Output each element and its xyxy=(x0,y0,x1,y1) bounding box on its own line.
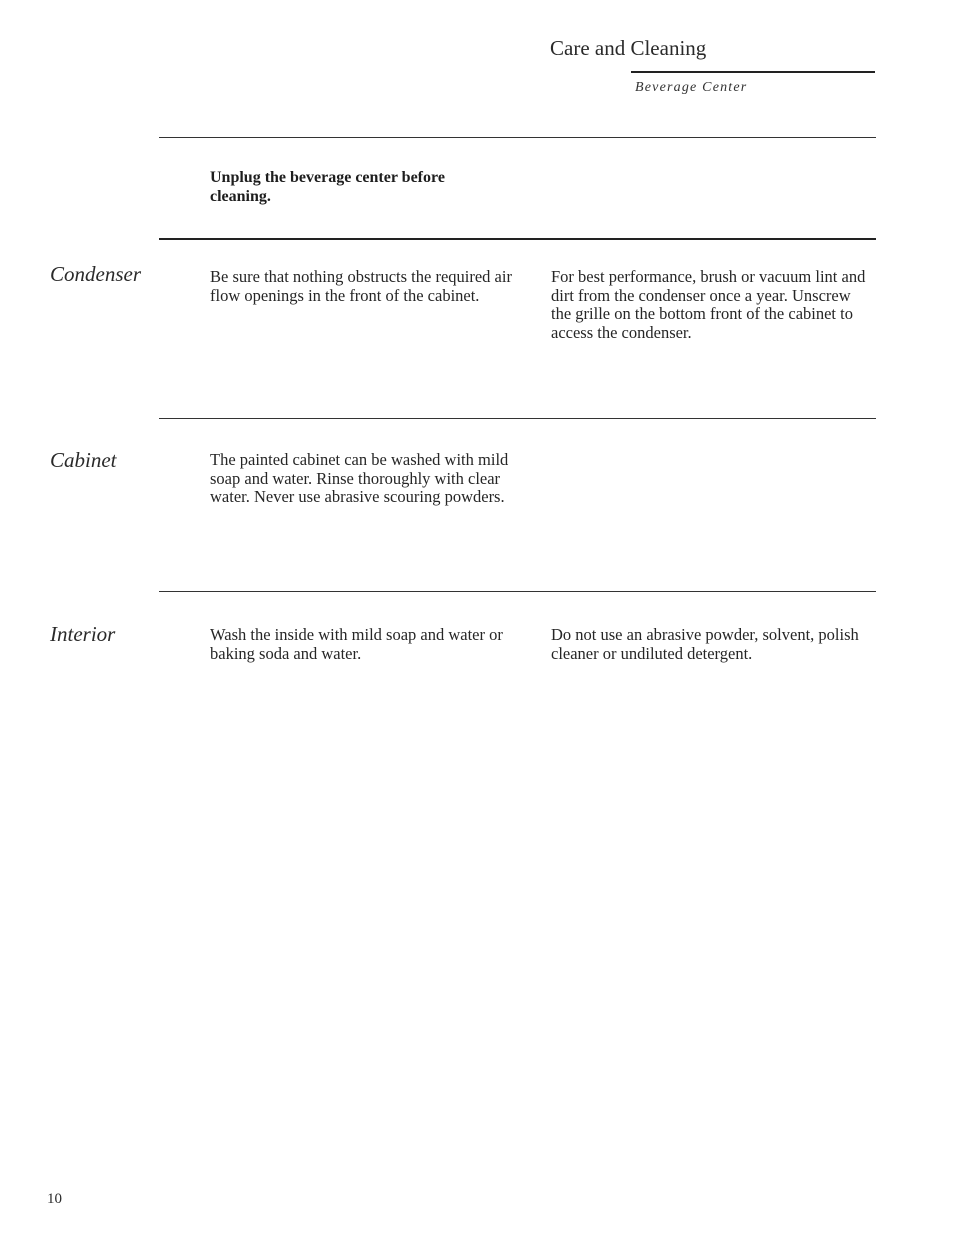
interior-left-text: Wash the inside with mild soap and water or baking soda and water. xyxy=(210,625,503,663)
condenser-right-text: For best performance, brush or vacuum lint and dirt from the condenser once a year. Unscrew the grille on the bottom front of the cabinet to access the condenser. xyxy=(551,267,866,342)
page-title: Care and Cleaning xyxy=(550,36,707,60)
divider-condenser xyxy=(159,418,876,419)
condenser-left-text: Be sure that nothing obstructs the required air flow openings in the front of the cabinet. xyxy=(210,267,512,305)
section-title-cabinet: Cabinet xyxy=(50,448,117,472)
page-subtitle: Beverage Center xyxy=(635,80,748,95)
cabinet-left-text: The painted cabinet can be washed with mild soap and water. Rinse thoroughly with clear water. Never use abrasive scouring powders. xyxy=(210,450,509,507)
section-title-interior: Interior xyxy=(50,622,116,646)
divider-top xyxy=(159,137,876,138)
divider-warning xyxy=(159,238,876,240)
unplug-warning: Unplug the beverage center before cleaning. xyxy=(210,169,445,205)
section-title-condenser: Condenser xyxy=(50,262,141,286)
divider-cabinet xyxy=(159,591,876,592)
page-number: 10 xyxy=(47,1191,62,1207)
interior-right-text: Do not use an abrasive powder, solvent, polish cleaner or undiluted detergent. xyxy=(551,625,859,663)
header-rule xyxy=(631,71,875,73)
